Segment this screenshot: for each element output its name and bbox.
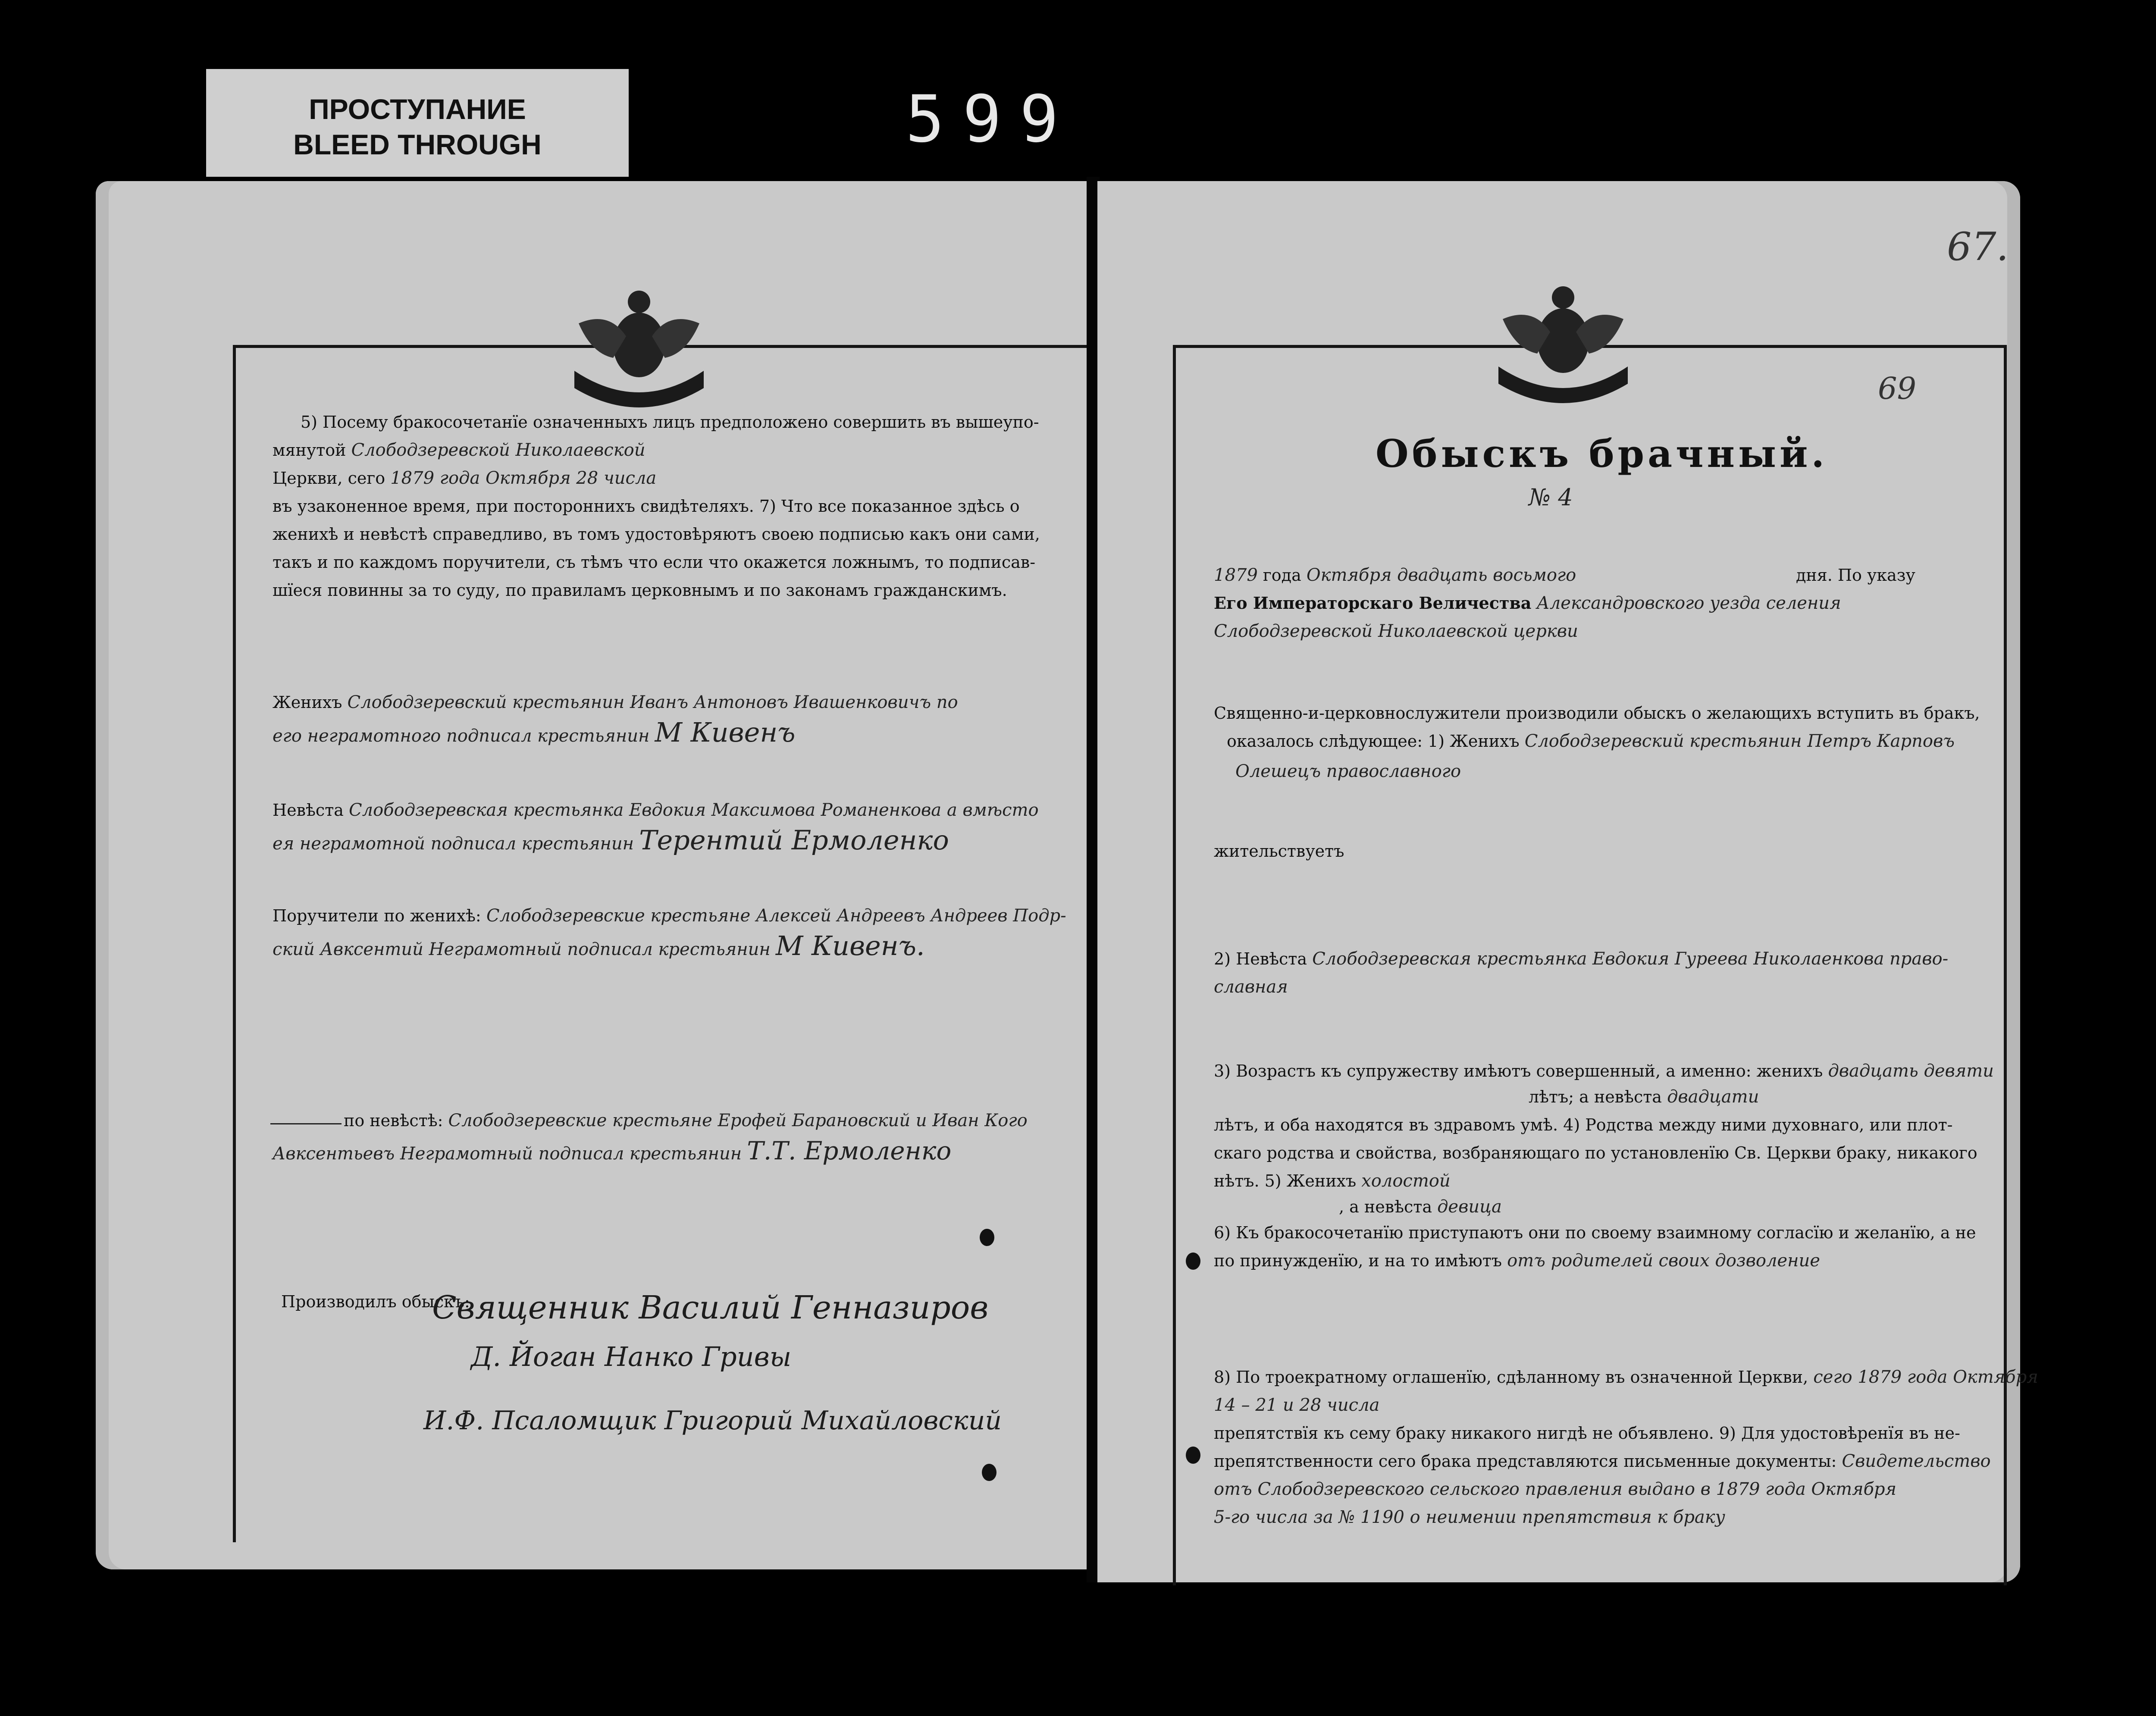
status-text: нѣтъ. 5) Женихъ <box>1214 1171 1357 1190</box>
groom-line <box>1227 731 1955 752</box>
conducted-by-label: Производилъ обыскъ: <box>281 1292 470 1311</box>
groom-text: оказалось слѣдующее: 1) Женихъ <box>1227 732 1520 751</box>
frame-number: 599 <box>906 82 1077 157</box>
date-hw: 1879 года Октября 28 числа <box>390 468 657 488</box>
documents-text: препятственности сего брака представляются письменные документы: <box>1214 1452 1837 1471</box>
impediment-line: препятствїя къ сему браку никакого нигдѣ не объявлено. 9) Для удостовѣренїя въ не- <box>1214 1424 1960 1443</box>
residence-label: жительствуетъ <box>1214 842 1344 861</box>
bride-faith-hw: славная <box>1214 977 1288 997</box>
bride-status-text: , а невѣста <box>1339 1197 1432 1216</box>
consent-text: по принужденїю, и на то имѣютъ <box>1214 1251 1502 1270</box>
imperial-eagle-emblem <box>561 272 717 410</box>
bride-guarantors-hw-1: Слободзеревские крестьяне Ерофей Барановский и Иван Кого <box>448 1111 1028 1130</box>
bride-hw: Слободзеревская крестьянка Евдокия Гуреева Николаенкова право- <box>1312 949 1949 969</box>
bride-age-text: лѣтъ; а невѣста <box>1529 1087 1662 1106</box>
groom-guarantors-hw-2: ский Авксентий Неграмотный подписал крестьянин <box>273 939 771 959</box>
age-line <box>1214 1061 1994 1081</box>
clause-5-line-2 <box>273 440 645 460</box>
groom-status-hw: холостой <box>1361 1171 1451 1191</box>
record-number: № 4 <box>1529 484 1573 511</box>
clause-7-line-2: такъ и по каждомъ поручители, съ тѣмъ что если что окажется ложнымъ, то подписав- <box>273 553 1036 572</box>
bride-status-line <box>1339 1196 1502 1217</box>
bride-label: Невѣста <box>273 801 344 820</box>
clause-5-text: мянутой <box>273 441 346 460</box>
banns-date-hw: сего 1879 года Октября <box>1813 1367 2038 1387</box>
groom-guarantors-signature: М Кивенъ. <box>775 930 925 961</box>
groom-guarantors-label: Поручители по женихѣ: <box>273 906 481 925</box>
clause-5-line-4: въ узаконенное время, при постороннихъ свидѣтеляхъ. 7) Что все показанное здѣсь о <box>273 497 1020 516</box>
bride-guarantors-line-1 <box>344 1110 1028 1131</box>
majesty-text: Его Императорскаго Величества <box>1214 593 1532 613</box>
guarantor-rule <box>270 1123 342 1124</box>
groom-guarantors-line-2 <box>273 930 925 961</box>
documents-line <box>1214 1451 1991 1472</box>
day-hw: Октября двадцать восьмого <box>1306 565 1576 585</box>
year-text: года <box>1263 566 1301 585</box>
groom-line-1 <box>273 692 958 713</box>
groom-line-2 <box>273 717 796 748</box>
church-hw: Слободзеревской Николаевской церкви <box>1214 621 1578 641</box>
document-number-hw: 5-го числа за № 1190 о неимении препятствия к браку <box>1214 1507 1725 1527</box>
document-source-hw: отъ Слободзеревского сельского правления выдано в 1879 года Октября <box>1214 1479 1896 1499</box>
documents-hw: Свидетельство <box>1842 1451 1991 1471</box>
bride-line-1 <box>273 800 1039 820</box>
bride-line <box>1214 949 1948 969</box>
groom-guarantors-hw-1: Слободзеревские крестьяне Алексей Андреевъ Андреев Подр- <box>486 906 1066 926</box>
groom-hw-2: его неграмотного подписал крестьянин <box>273 726 650 746</box>
clause-5-line-1: 5) Посему бракосочетанїе означенныхъ лицъ предположено совершить въ вышеупо- <box>301 413 1039 432</box>
groom-hw-1: Слободзеревский крестьянин Иванъ Антоновъ Ивашенковичъ по <box>347 692 958 712</box>
psalmist-signature: И.Ф. Псаломщик Григорий Михайловский <box>423 1406 1002 1436</box>
consent-hw: отъ родителей своих дозволение <box>1507 1251 1820 1271</box>
page-number-circled: 69 <box>1878 371 1917 406</box>
status-line <box>1214 1171 1451 1191</box>
church-text: Церкви, сего <box>273 469 385 488</box>
age-text: 3) Возрастъ къ супружеству имѣютъ совершенный, а именно: женихъ <box>1214 1062 1823 1080</box>
priest-signature: Священник Василий Генназиров <box>432 1289 989 1326</box>
groom-hw: Слободзеревский крестьянин Петръ Карповъ <box>1524 731 1955 751</box>
clause-7-line-3: шїеся повинны за то суду, по правиламъ церковнымъ и по законамъ гражданскимъ. <box>273 581 1007 600</box>
left-page <box>96 181 1087 1569</box>
binding-hole <box>980 1229 994 1246</box>
right-page <box>1097 181 2038 1582</box>
bride-hw-1: Слободзеревская крестьянка Евдокия Максимова Романенкова а вмѣсто <box>349 800 1039 820</box>
bride-line-2 <box>273 824 949 856</box>
binding-hole <box>982 1464 997 1481</box>
banns-text: 8) По троекратному оглашенїю, сдѣланному въ означенной Церкви, <box>1214 1368 1808 1387</box>
church-name-hw: Слободзеревской Николаевской <box>351 440 646 460</box>
bleed-through-label <box>206 69 629 177</box>
groom-label: Женихъ <box>273 693 342 712</box>
groom-signature: М Кивенъ <box>655 717 796 748</box>
groom-guarantors-line-1 <box>273 905 1066 926</box>
majesty-line <box>1214 593 1841 614</box>
decree-text: дня. По указу <box>1796 566 1915 585</box>
imperial-eagle-emblem <box>1485 267 1641 405</box>
bride-guarantors-hw-2: Авксентьевъ Неграмотный подписал крестьянин <box>273 1144 742 1164</box>
clergy-line: Священно-и-церковнослужители производили обыскъ о желающихъ вступить въ бракъ, <box>1214 704 1980 723</box>
consent-line-1: 6) Къ бракосочетанїю приступаютъ они по своему взаимному согласїю и желанїю, а не <box>1214 1223 1976 1242</box>
binding-hole <box>1186 1447 1200 1464</box>
bride-signature: Терентий Ермоленко <box>639 824 949 856</box>
label-line-ru: ПРОСТУПАНИЕ <box>309 93 526 125</box>
date-line <box>1214 565 1576 586</box>
kinship-line-1: лѣтъ, и оба находятся въ здравомъ умѣ. 4) Родства между ними духовнаго, или плот- <box>1214 1115 1953 1134</box>
consent-line-2 <box>1214 1250 1820 1271</box>
district-hw: Александровского уезда селения <box>1536 593 1841 613</box>
document-title: Обыскъ брачный. <box>1376 431 1828 476</box>
archive-page-number: 67. <box>1947 224 2009 269</box>
groom-faith-hw: Олешецъ православного <box>1235 761 1461 781</box>
bride-guarantors-label: по невѣстѣ: <box>344 1111 443 1130</box>
bride-guarantors-line-2 <box>273 1136 952 1165</box>
clause-5-line-3 <box>273 468 656 488</box>
bride-guarantors-signature: Т.Т. Ермоленко <box>747 1136 952 1165</box>
groom-age-hw: двадцать девяти <box>1828 1061 1994 1081</box>
bride-hw-2: ея неграмотной подписал крестьянин <box>273 834 634 854</box>
bride-status-hw: девица <box>1437 1197 1502 1217</box>
bride-age-line <box>1529 1087 1759 1107</box>
banns-line <box>1214 1367 2038 1387</box>
bride-text: 2) Невѣста <box>1214 949 1307 968</box>
year-hw: 1879 <box>1214 565 1258 585</box>
banns-days-hw: 14 – 21 и 28 числа <box>1214 1395 1380 1415</box>
clause-7-line-1: женихѣ и невѣстѣ справедливо, въ томъ удостовѣряютъ своею подписью какъ они сами, <box>273 525 1040 544</box>
kinship-line-2: скаго родства и свойства, возбраняющаго по установленїю Св. Церкви браку, никакого <box>1214 1143 1977 1162</box>
binding-hole <box>1186 1253 1200 1270</box>
bride-age-hw: двадцати <box>1667 1087 1759 1107</box>
label-line-en: BLEED THROUGH <box>293 128 542 160</box>
deacon-signature: Д. Йоган Нанко Гривы <box>471 1341 792 1372</box>
